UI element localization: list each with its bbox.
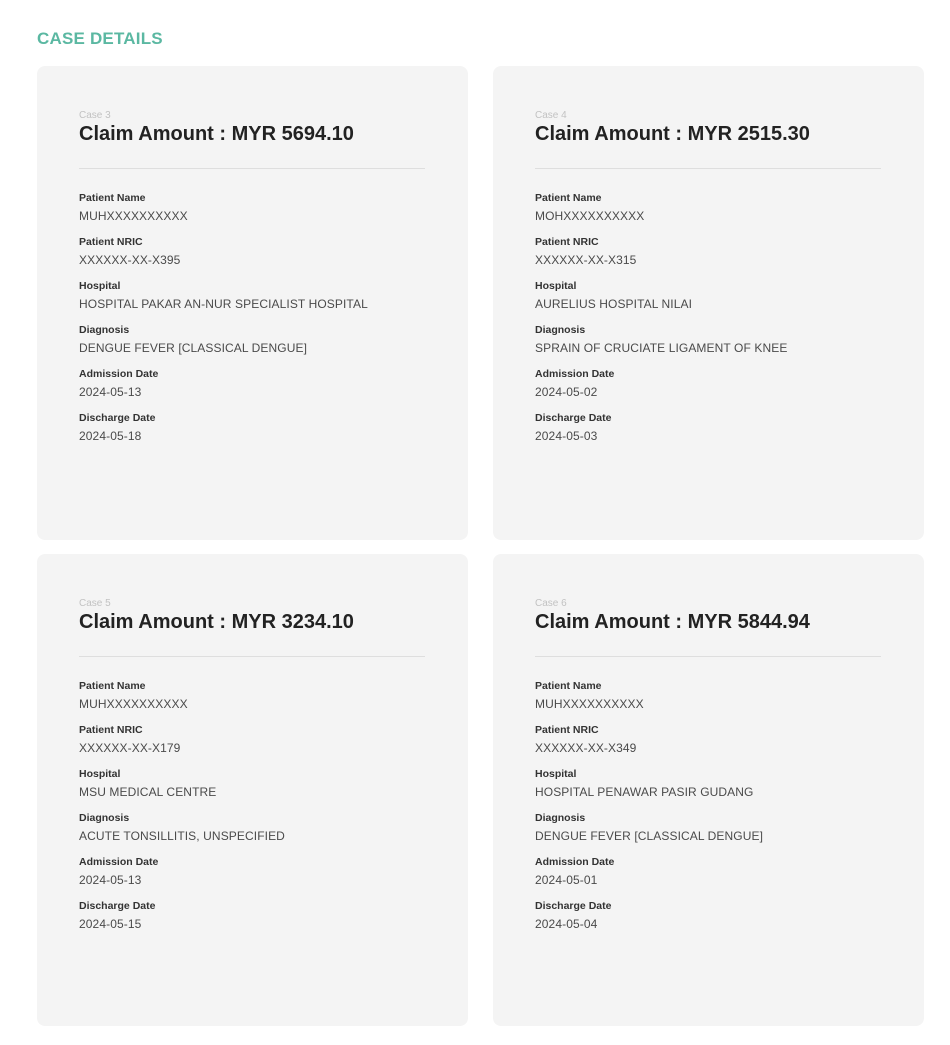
patient-nric-field [535,235,882,268]
admission-date-field [79,367,426,400]
field-value: 2024-05-13 [79,385,142,399]
field-label: Admission Date [79,856,159,868]
patient-name-field [535,191,882,224]
admission-date-field [79,855,426,888]
field-value: AURELIUS HOSPITAL NILAI [535,297,693,311]
field-value: XXXXXX-XX-X349 [535,741,637,755]
case-label: Case 4 [535,110,567,121]
claim-amount: Claim Amount : MYR 2515.30 [535,123,810,145]
field-value: ACUTE TONSILLITIS, UNSPECIFIED [79,829,285,843]
field-label: Patient Name [79,680,146,692]
field-label: Diagnosis [79,812,130,824]
field-value: SPRAIN OF CRUCIATE LIGAMENT OF KNEE [535,341,788,355]
discharge-date-field [79,411,426,444]
field-label: Admission Date [535,856,615,868]
field-label: Hospital [535,280,577,292]
field-label: Discharge Date [79,412,156,424]
field-value: DENGUE FEVER [CLASSICAL DENGUE] [535,829,764,843]
case-card [37,554,468,1026]
discharge-date-field [535,899,882,932]
field-label: Patient NRIC [535,724,599,736]
field-value: XXXXXX-XX-X315 [535,253,637,267]
claim-amount: Claim Amount : MYR 3234.10 [79,611,354,633]
field-label: Patient Name [535,680,602,692]
field-label: Diagnosis [535,812,586,824]
diagnosis-field [535,323,882,356]
diagnosis-field [79,811,426,844]
divider [535,656,881,657]
hospital-field [535,767,882,800]
case-label: Case 3 [79,110,111,121]
diagnosis-field [535,811,882,844]
case-card [493,554,924,1026]
field-value: 2024-05-18 [79,429,142,443]
field-label: Diagnosis [79,324,130,336]
hospital-field [535,279,882,312]
hospital-field [79,279,426,312]
divider [79,656,425,657]
admission-date-field [535,367,882,400]
field-value: HOSPITAL PENAWAR PASIR GUDANG [535,785,754,799]
field-label: Patient NRIC [79,236,143,248]
field-value: XXXXXX-XX-X395 [79,253,181,267]
field-label: Discharge Date [535,412,612,424]
field-value: 2024-05-04 [535,917,598,931]
field-label: Admission Date [535,368,615,380]
field-label: Discharge Date [535,900,612,912]
claim-amount: Claim Amount : MYR 5844.94 [535,611,810,633]
field-label: Diagnosis [535,324,586,336]
field-value: DENGUE FEVER [CLASSICAL DENGUE] [79,341,308,355]
patient-nric-field [79,235,426,268]
field-label: Hospital [79,768,121,780]
patient-name-field [79,191,426,224]
field-value: 2024-05-13 [79,873,142,887]
admission-date-field [535,855,882,888]
field-value: MUHXXXXXXXXXX [79,209,188,223]
patient-nric-field [79,723,426,756]
field-label: Patient NRIC [535,236,599,248]
diagnosis-field [79,323,426,356]
field-value: XXXXXX-XX-X179 [79,741,181,755]
field-value: 2024-05-01 [535,873,598,887]
field-value: MOHXXXXXXXXXX [535,209,645,223]
field-label: Patient Name [535,192,602,204]
field-label: Discharge Date [79,900,156,912]
field-value: MUHXXXXXXXXXX [535,697,644,711]
case-card [493,66,924,540]
field-value: 2024-05-15 [79,917,142,931]
patient-nric-field [535,723,882,756]
field-value: 2024-05-02 [535,385,598,399]
field-value: 2024-05-03 [535,429,598,443]
case-label: Case 6 [535,598,567,609]
field-label: Patient NRIC [79,724,143,736]
field-value: MUHXXXXXXXXXX [79,697,188,711]
divider [79,168,425,169]
patient-name-field [535,679,882,712]
field-label: Admission Date [79,368,159,380]
field-value: MSU MEDICAL CENTRE [79,785,217,799]
field-label: Hospital [79,280,121,292]
claim-amount: Claim Amount : MYR 5694.10 [79,123,354,145]
hospital-field [79,767,426,800]
discharge-date-field [535,411,882,444]
patient-name-field [79,679,426,712]
field-label: Patient Name [79,192,146,204]
field-value: HOSPITAL PAKAR AN-NUR SPECIALIST HOSPITAL [79,297,368,311]
field-label: Hospital [535,768,577,780]
case-card [37,66,468,540]
divider [535,168,881,169]
case-label: Case 5 [79,598,111,609]
discharge-date-field [79,899,426,932]
section-title: CASE DETAILS [37,29,163,48]
